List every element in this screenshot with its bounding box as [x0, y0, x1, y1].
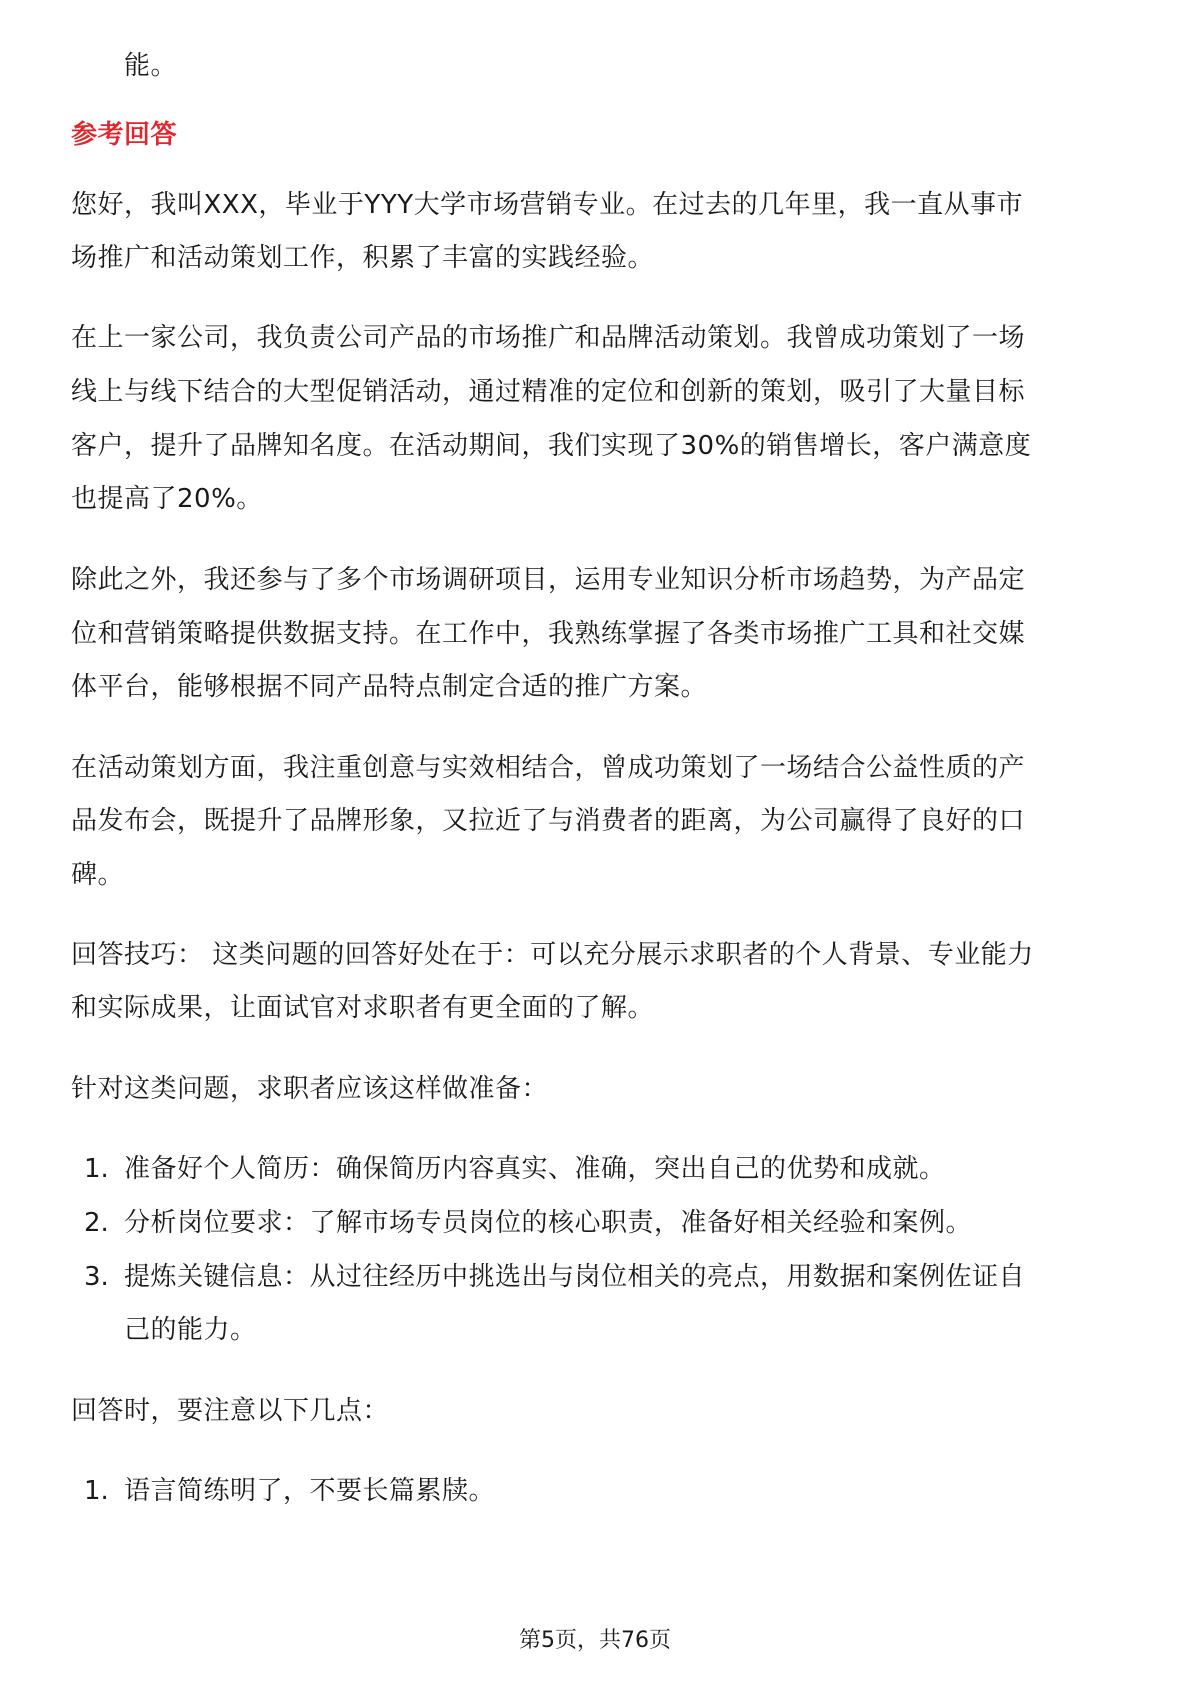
paragraph-line: 针对这类问题，求职者应该这样做准备： — [71, 1074, 549, 1104]
paragraph-line: 体平台，能够根据不同产品特点制定合适的推广方案。 — [71, 672, 708, 702]
paragraph-line: 也提高了20%。 — [71, 484, 263, 514]
paragraph-line: 和实际成果，让面试官对求职者有更全面的了解。 — [71, 993, 655, 1023]
list-item: 语言简练明了，不要长篇累牍。 — [124, 1476, 496, 1506]
paragraph-line: 场推广和活动策划工作，积累了丰富的实践经验。 — [71, 243, 655, 273]
paragraph-line: 碑。 — [71, 860, 125, 890]
paragraph-line: 客户，提升了品牌知名度。在活动期间，我们实现了30%的销售增长，客户满意度 — [71, 431, 1032, 461]
list-item: 提炼关键信息：从过往经历中挑选出与岗位相关的亮点，用数据和案例佐证自 — [124, 1262, 1026, 1292]
section-heading: 参考回答 — [71, 120, 178, 150]
list-item-continuation: 己的能力。 — [124, 1315, 257, 1345]
list-number: 1. — [84, 1476, 109, 1506]
paragraph-line: 品发布会，既提升了品牌形象，又拉近了与消费者的距离，为公司赢得了良好的口 — [71, 806, 1026, 836]
paragraph-line: 回答技巧： 这类问题的回答好处在于：可以充分展示求职者的个人背景、专业能力 — [71, 940, 1034, 970]
list-number: 3. — [84, 1262, 109, 1292]
top-fragment: 能。 — [124, 51, 178, 81]
paragraph-line: 在活动策划方面，我注重创意与实效相结合，曾成功策划了一场结合公益性质的产 — [71, 753, 1026, 783]
paragraph-line: 线上与线下结合的大型促销活动，通过精准的定位和创新的策划，吸引了大量目标 — [71, 377, 1026, 407]
list-item: 分析岗位要求：了解市场专员岗位的核心职责，准备好相关经验和案例。 — [124, 1208, 973, 1238]
paragraph-line: 除此之外，我还参与了多个市场调研项目，运用专业知识分析市场趋势，为产品定 — [71, 565, 1026, 595]
paragraph-line: 在上一家公司，我负责公司产品的市场推广和品牌活动策划。我曾成功策划了一场 — [71, 323, 1026, 353]
list-number: 1. — [84, 1154, 109, 1184]
list-number: 2. — [84, 1208, 109, 1238]
paragraph-line: 回答时，要注意以下几点： — [71, 1396, 390, 1426]
list-item: 准备好个人简历：确保简历内容真实、准确，突出自己的优势和成就。 — [124, 1154, 946, 1184]
paragraph-line: 位和营销策略提供数据支持。在工作中，我熟练掌握了各类市场推广工具和社交媒 — [71, 619, 1026, 649]
page-number-footer: 第5页，共76页 — [519, 1628, 671, 1653]
paragraph-line: 您好，我叫XXX，毕业于YYY大学市场营销专业。在过去的几年里，我一直从事市 — [71, 190, 1024, 220]
